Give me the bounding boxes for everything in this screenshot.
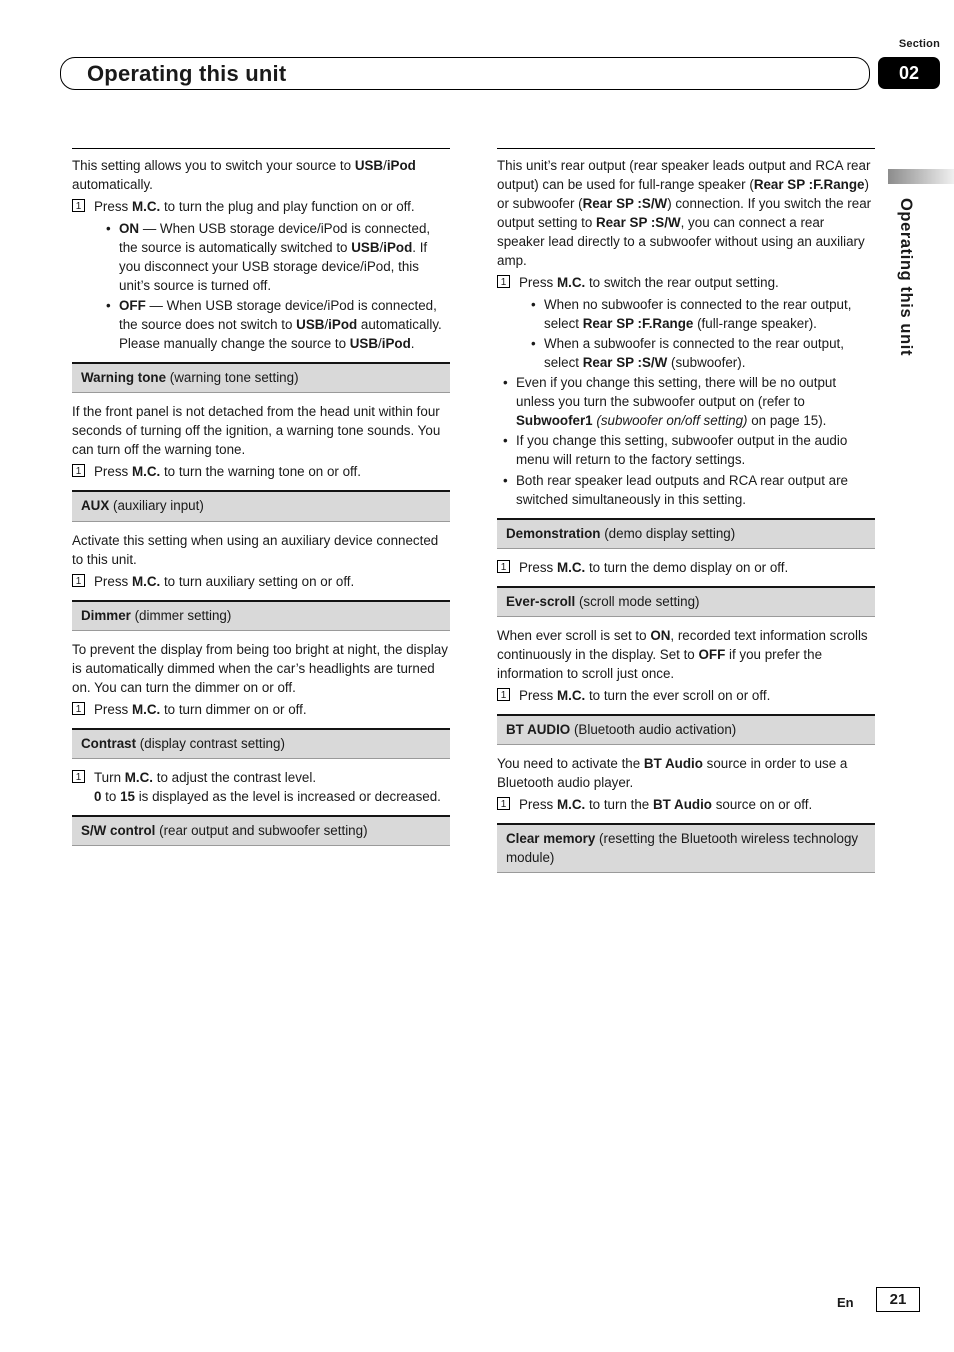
numbered-step [72,700,450,719]
bullet-icon: • [503,433,508,449]
section-label: Section [898,38,940,50]
bullet-item [497,431,875,469]
numbered-step [72,768,450,806]
step-number-icon: 1 [72,464,85,477]
numbered-step [497,558,875,577]
step-number-icon: 1 [497,560,510,573]
paragraph: You need to activate the BT Audio source in order to use a Bluetooth audio player. [497,755,848,790]
right-column [497,148,875,882]
bullet-text: ON — When USB storage device/iPod is connected, the source is automatically switched to USB/iPod. If you disconnect your USB storage device/iPod, this unit’s source is turned off. [119,221,431,294]
paragraph: To prevent the display from being too bright at night, the display is automatically dimmed when the car’s headlights are turned on. You can turn the dimmer on or off. [72,641,448,695]
paragraph: This setting allows you to switch your source to USB/iPod automatically. [72,158,416,193]
step-number-icon: 1 [497,275,510,288]
step-number-icon: 1 [72,770,85,783]
step-text: Turn M.C. to adjust the contrast level. 0 to 15 is displayed as the level is increased or decreased. [94,769,441,804]
bullet-text: If you change this setting, subwoofer output in the audio menu will return to the factory settings. [516,433,848,468]
footer-page-number: 21 [876,1287,920,1312]
bullet-icon: • [531,297,536,313]
section-heading-bar: Clear memory (resetting the Bluetooth wireless technology module) [497,823,875,873]
bullet-icon: • [531,336,536,352]
page-title: Operating this unit [87,60,287,86]
left-column [72,148,450,855]
step-text: Press M.C. to turn the plug and play function on or off. [94,199,415,215]
step-number-icon: 1 [72,199,85,212]
bullet-text: When no subwoofer is connected to the rear output, select Rear SP :F.Range (full-range speaker). [544,297,852,332]
section-heading-bar: Warning tone (warning tone setting) [72,362,450,393]
numbered-step [72,572,450,591]
bullet-item [72,296,450,353]
numbered-step [497,686,875,705]
step-text: Press M.C. to turn the ever scroll on or off. [519,687,771,703]
section-heading-bar: S/W control (rear output and subwoofer setting) [72,815,450,846]
bullet-icon: • [503,375,508,391]
paragraph: Activate this setting when using an auxiliary device connected to this unit. [72,532,439,567]
paragraph: If the front panel is not detached from the head unit within four seconds of turning off the ignition, a warning tone sounds. You can turn off the warning tone. [72,404,441,458]
paragraph: When ever scroll is set to ON, recorded text information scrolls continuously in the display. Set to OFF if you prefer the information to scroll just once. [497,627,868,681]
section-heading-bar: Dimmer (dimmer setting) [72,600,450,631]
section-number-badge: 02 [878,57,940,89]
numbered-step [72,462,450,481]
bullet-item [497,295,875,333]
section-heading-bar: AUX (auxiliary input) [72,490,450,521]
bullet-item [497,471,875,509]
bullet-icon: • [106,298,111,314]
footer-language: En [837,1295,854,1310]
bullet-item [72,219,450,295]
step-number-icon: 1 [497,688,510,701]
section-heading-bar: BT AUDIO (Bluetooth audio activation) [497,714,875,745]
page-title-bar [60,57,870,90]
bullet-item [497,334,875,372]
section-heading-bar: Ever-scroll (scroll mode setting) [497,586,875,617]
side-tab-title: Operating this unit [897,198,915,357]
step-number-icon: 1 [497,797,510,810]
step-text: Press M.C. to turn the warning tone on or off. [94,464,361,480]
bullet-icon: • [503,472,508,488]
numbered-step [497,273,875,292]
step-text: Press M.C. to switch the rear output setting. [519,275,779,291]
paragraph: This unit’s rear output (rear speaker leads output and RCA rear output) can be used for full-range speaker (Rear SP :F.Range) or subwoofer (Rear SP :S/W) connection. If you switch the rear output setting to Rear SP :S/W, you can connect a rear speaker lead directly to a subwoofer without using an auxiliary amp. [497,158,872,269]
section-heading-bar: Demonstration (demo display setting) [497,518,875,549]
bullet-text: When a subwoofer is connected to the rear output, select Rear SP :S/W (subwoofer). [544,336,844,371]
bullet-text: OFF — When USB storage device/iPod is connected, the source does not switch to USB/iPod automatically. Please manually change the source to USB/iPod. [119,298,442,352]
step-text: Press M.C. to turn dimmer on or off. [94,701,307,717]
step-text: Press M.C. to turn the demo display on or off. [519,559,789,575]
column-top-rule [497,148,875,149]
bullet-text: Even if you change this setting, there will be no output unless you turn the subwoofer output on (refer to Subwoofer1 (subwoofer on/off setting) on page 15). [516,375,837,429]
bullet-text: Both rear speaker lead outputs and RCA rear output are switched simultaneously in this setting. [516,472,848,507]
bullet-icon: • [106,221,111,237]
numbered-step [497,795,875,814]
side-tab-gradient [888,169,954,184]
section-heading-bar: Contrast (display contrast setting) [72,728,450,759]
step-number-icon: 1 [72,574,85,587]
step-number-icon: 1 [72,702,85,715]
step-text: Press M.C. to turn auxiliary setting on or off. [94,573,355,589]
step-text: Press M.C. to turn the BT Audio source on or off. [519,796,813,812]
bullet-item [497,373,875,430]
column-top-rule [72,148,450,149]
numbered-step [72,197,450,216]
